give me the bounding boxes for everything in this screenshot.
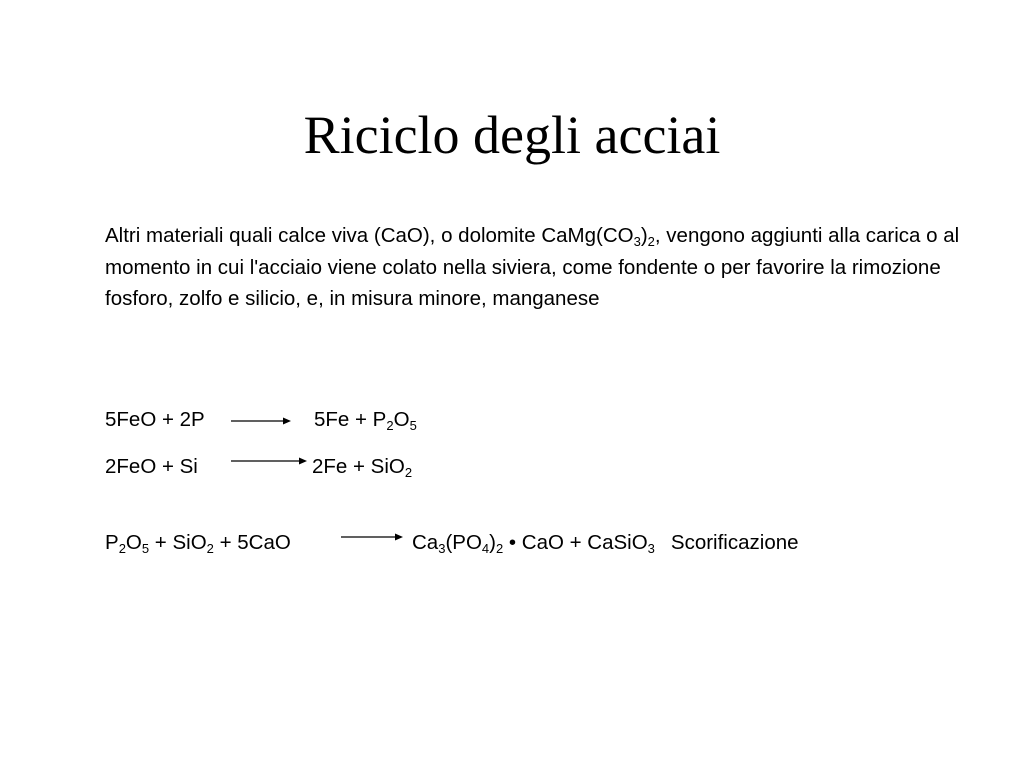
product-text: 2Fe + SiO [312, 455, 405, 478]
right-arrow-icon [231, 416, 291, 426]
product-text: (PO [445, 531, 482, 554]
slide-title: Riciclo degli acciai [303, 105, 721, 165]
product-text: 5Fe + P [314, 408, 387, 431]
right-arrow-icon [231, 456, 307, 466]
product-subscript: 3 [647, 541, 655, 556]
reaction-1-reactants: 5FeO + 2P [105, 408, 205, 431]
reactant-text: + 5CaO [213, 531, 291, 554]
paragraph-text-3: , vengono aggiunti alla carica o al momento in cui l'acciaio viene colato nella siviera, come fondente o per favorire la rimozione fosforo, zolfo e silicio, e, in misura minore, manganese [105, 224, 960, 310]
product-text: Ca [412, 531, 439, 554]
reactant-subscript: 2 [206, 541, 214, 556]
reactant-text: + SiO [149, 531, 207, 554]
reactant-subscript: 5 [141, 541, 150, 556]
reactant-text: O [125, 531, 142, 554]
reaction-2-reactants: 2FeO + Si [105, 455, 198, 478]
product-subscript: 2 [386, 418, 394, 433]
product-subscript: 4 [481, 541, 490, 556]
reactant-subscript: 2 [118, 541, 126, 556]
product-subscript: 3 [438, 541, 446, 556]
reaction-label: Scorificazione [670, 531, 799, 554]
paragraph-text-1: Altri materiali quali calce viva (CaO), o dolomite CaMg(CO [105, 224, 634, 247]
product-subscript: 5 [409, 418, 417, 433]
reaction-3-products [412, 530, 799, 556]
paragraph-subscript-2: 2 [647, 234, 655, 249]
product-text: • CaO + CaSiO [503, 531, 648, 554]
product-text: ) [489, 531, 496, 554]
reactant-text: P [105, 531, 119, 554]
product-subscript: 2 [404, 465, 413, 480]
right-arrow-icon [341, 532, 403, 542]
paragraph-text-2: ) [640, 224, 648, 247]
reaction-2-products [312, 454, 412, 480]
product-text: O [393, 408, 410, 431]
product-subscript: 2 [495, 541, 504, 556]
paragraph-subscript-1: 3 [633, 234, 641, 249]
reaction-3-reactants [105, 530, 291, 556]
reaction-1-products [314, 407, 417, 433]
body-paragraph [105, 220, 965, 315]
